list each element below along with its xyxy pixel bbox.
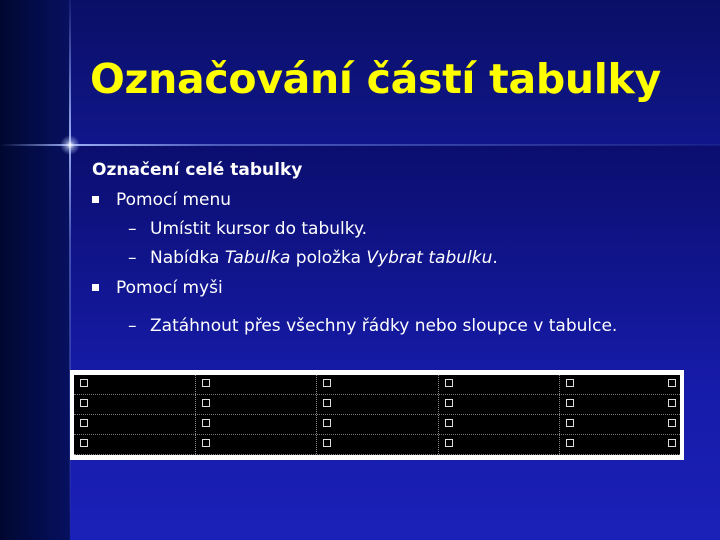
cell-end-marker-icon: [202, 399, 210, 407]
bullet-item-mouse: [92, 278, 223, 298]
decorative-star-glint: [60, 135, 80, 155]
sub-item-text: položka: [290, 248, 367, 268]
section-heading: Označení celé tabulky: [92, 160, 303, 180]
table-cell: [316, 415, 438, 434]
background-left-panel: [0, 0, 70, 540]
cell-end-marker-icon: [202, 379, 210, 387]
table-row: [74, 395, 680, 415]
dash-marker: –: [128, 316, 137, 336]
table-cell: [438, 415, 560, 434]
cell-end-marker-icon: [323, 419, 331, 427]
cell-end-marker-icon: [323, 379, 331, 387]
slide-title: Označování částí tabulky: [90, 55, 661, 103]
cell-end-marker-icon: [80, 439, 88, 447]
cell-end-marker-icon: [445, 439, 453, 447]
table-row: [74, 415, 680, 435]
sub-item-text: Umístit kursor do tabulky.: [150, 219, 368, 239]
row-end-marker-icon: [668, 379, 676, 387]
sub-item-text: Nabídka: [150, 248, 225, 268]
menu-name-tabulka: Tabulka: [224, 248, 291, 268]
row-end-marker-icon: [668, 399, 676, 407]
sub-item-text: .: [492, 248, 498, 268]
cell-end-marker-icon: [445, 419, 453, 427]
table-cell: [559, 435, 681, 454]
dash-marker: –: [128, 248, 137, 268]
cell-end-marker-icon: [202, 419, 210, 427]
table-cell: [316, 395, 438, 414]
sub-item-menu-path: [128, 248, 498, 268]
cell-end-marker-icon: [566, 439, 574, 447]
bullet-text: Pomocí menu: [116, 190, 232, 210]
table-cell: [195, 435, 317, 454]
table-row: [74, 435, 680, 455]
table-cell: [74, 415, 195, 434]
table-cell: [195, 415, 317, 434]
cell-end-marker-icon: [80, 399, 88, 407]
table-cell: [438, 395, 560, 414]
sub-item-drag: [128, 316, 617, 336]
row-end-marker-icon: [668, 419, 676, 427]
cell-end-marker-icon: [202, 439, 210, 447]
table-cell: [438, 375, 560, 394]
table-cell: [559, 395, 681, 414]
cell-end-marker-icon: [566, 419, 574, 427]
sub-item-text: Zatáhnout přes všechny řádky nebo sloupce v tabulce.: [150, 316, 618, 336]
menu-item-vybrat-tabulku: Vybrat tabulku: [366, 248, 493, 268]
cell-end-marker-icon: [323, 439, 331, 447]
table-cell: [195, 375, 317, 394]
row-end-marker-icon: [668, 439, 676, 447]
table-cell: [559, 415, 681, 434]
selected-table-body: [74, 375, 680, 455]
table-cell: [438, 435, 560, 454]
cell-end-marker-icon: [323, 399, 331, 407]
decorative-horizontal-line: [0, 144, 720, 146]
table-cell: [74, 435, 195, 454]
table-cell: [559, 375, 681, 394]
sub-item-place-cursor: [128, 219, 367, 239]
bullet-item-menu: [92, 190, 231, 210]
square-bullet-icon: [92, 284, 99, 291]
bullet-text: Pomocí myši: [116, 278, 223, 298]
cell-end-marker-icon: [566, 399, 574, 407]
dash-marker: –: [128, 219, 137, 239]
cell-end-marker-icon: [445, 379, 453, 387]
cell-end-marker-icon: [445, 399, 453, 407]
cell-end-marker-icon: [80, 379, 88, 387]
table-cell: [316, 375, 438, 394]
table-cell: [195, 395, 317, 414]
cell-end-marker-icon: [566, 379, 574, 387]
table-cell: [74, 395, 195, 414]
table-row: [74, 375, 680, 395]
selected-table-illustration: [70, 370, 684, 460]
table-cell: [74, 375, 195, 394]
cell-end-marker-icon: [80, 419, 88, 427]
square-bullet-icon: [92, 196, 99, 203]
table-cell: [316, 435, 438, 454]
